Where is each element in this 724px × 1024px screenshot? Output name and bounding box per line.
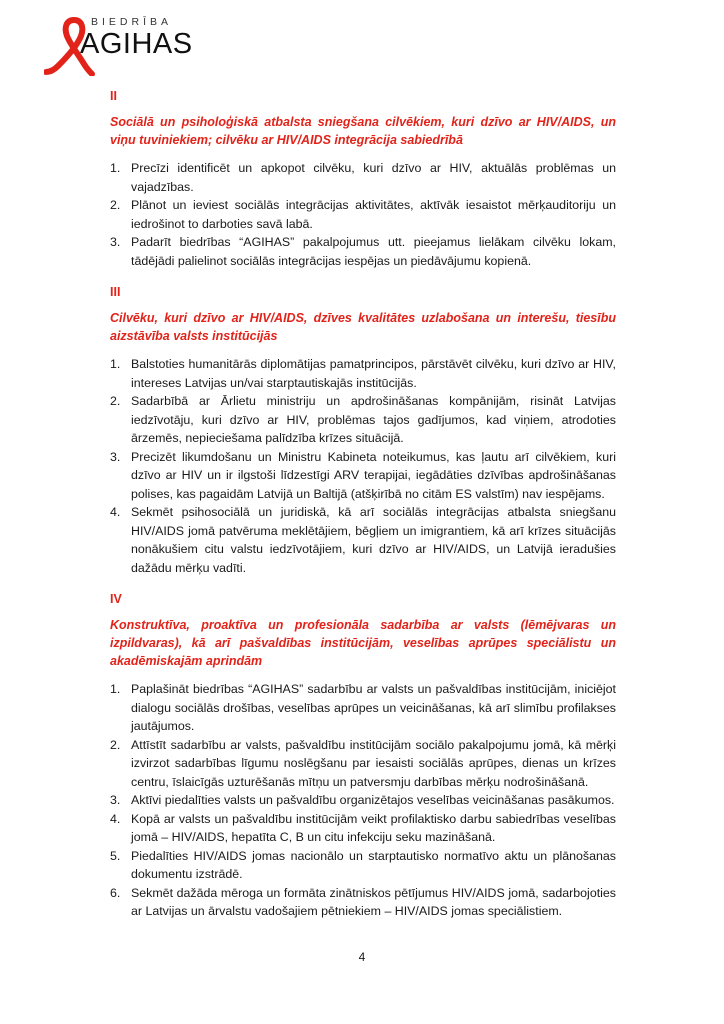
item-number: 1. [110,161,121,175]
list-item [110,448,616,504]
item-text: Balstoties humanitārās diplomātijas pamatprincipos, pārstāvēt cilvēku, kuri dzīvo ar HIV, intereses Latvijas un/vai starptautiskajās institūcijās. [131,357,616,390]
list-item [110,392,616,448]
item-text: Aktīvi piedalīties valsts un pašvaldību organizētajos veselības veicināšanas pasākumos. [131,793,615,807]
document-body [110,85,616,936]
item-text: Precizēt likumdošanu un Ministru Kabineta noteikumus, kas ļautu arī cilvēkiem, kuri dzīvo ar HIV un ir ilgstoši līdzestīgi ARV terapijai, iegādāties dzīvības apdrošināšanas polises, kas pagaidām Latvijā un Baltijā (atšķirībā no citām ES valstīm) nav iespējams. [131,449,616,501]
list-item [110,847,616,884]
logo-title: AGIHAS [80,28,193,60]
section-title: Konstruktīva, proaktīva un profesionāla sadarbība ar valsts (lēmējvaras un izpildvaras), kā arī pašvaldības institūcijām, veselības aprūpes speciālistu un akadēmiskajām aprindām [110,618,616,668]
item-text: Sekmēt psihosociālā un juridiskā, kā arī sociālās integrācijas atbalsta sniegšanu HIV/AIDS jomā patvēruma meklētājiem, bēgļiem un imigrantiem, kā arī krīzes situācijās nonākušiem citu valstu iedzīvotājiem, kuri dzīvo ar HIV/AIDS, un Latvijā ieradušies dažādu mērķu vadīti. [131,505,616,575]
list-item [110,233,616,270]
section-list [110,680,616,921]
item-number: 3. [110,793,121,807]
section-2 [110,85,616,270]
section-3 [110,285,616,577]
list-item [110,810,616,847]
item-text: Sekmēt dažāda mēroga un formāta zinātniskos pētījumus HIV/AIDS jomā, sadarbojoties ar Latvijas un ārvalstu vadošajiem pētniekiem – HIV/AIDS jomas speciālistiem. [131,885,616,918]
section-number: II [110,89,117,103]
section-title: Cilvēku, kuri dzīvo ar HIV/AIDS, dzīves kvalitātes uzlabošana un interešu, tiesību aizstāvība valsts institūcijās [110,311,616,343]
list-item [110,736,616,792]
item-number: 1. [110,357,121,371]
section-number: IV [110,592,122,606]
item-text: Padarīt biedrības “AGIHAS” pakalpojumus utt. pieejamus lielākam cilvēku lokam, tādējādi palielinot sociālās integrācijas iespējas un piedāvājumu kopienā. [131,235,616,268]
item-number: 3. [110,235,121,249]
section-title: Sociālā un psiholoģiskā atbalsta sniegšana cilvēkiem, kuri dzīvo ar HIV/AIDS, un viņu tuviniekiem; cilvēku ar HIV/AIDS integrācija sabiedrībā [110,115,616,147]
item-number: 5. [110,848,121,863]
item-text: Paplašināt biedrības “AGIHAS” sadarbību ar valsts un pašvaldības institūcijām, iniciējot dialogu sociālās drošības, veselības aprūpes un veicināšanas, kā arī slimību profilakses jautājumos. [131,682,616,733]
section-4 [110,592,616,921]
item-number: 3. [110,449,121,464]
section-number: III [110,285,121,299]
item-text: Kopā ar valsts un pašvaldību institūcijām veikt profilaktisko darbu sabiedrības veselības jomā – HIV/AIDS, hepatīta C, B un citu infekciju seku mazināšanā. [131,811,616,844]
section-list [110,159,616,270]
section-list [110,355,616,577]
item-number: 2. [110,198,121,212]
item-text: Plānot un ieviest sociālās integrācijas aktivitātes, aktīvāk iesaistot mērķauditoriju un iedrošinot to darboties savā labā. [131,198,616,231]
item-number: 4. [110,505,121,519]
item-number: 6. [110,885,121,900]
page-number: 4 [358,950,366,964]
logo [44,14,193,76]
list-item [110,196,616,233]
list-item [110,884,616,921]
list-item [110,159,616,196]
item-text: Piedalīties HIV/AIDS jomas nacionālo un starptautisko normatīvo aktu un plānošanas dokumentu izstrādē. [131,848,616,881]
item-number: 1. [110,682,121,696]
list-item [110,791,616,810]
list-item [110,503,616,577]
item-number: 2. [110,394,121,408]
logo-subtitle: BIEDRĪBA [91,16,173,28]
item-number: 4. [110,811,121,826]
item-text: Precīzi identificēt un apkopot cilvēku, kuri dzīvo ar HIV, aktuālās problēmas un vajadzības. [131,161,616,194]
item-text: Sadarbībā ar Ārlietu ministriju un apdrošināšanas kompānijām, risināt Latvijas iedzīvotāju, kuri dzīvo ar HIV, problēmas tajos gadījumos, kad viņiem, atrodoties ārzemēs, nepieciešama palīdzība krīzes situācijā. [131,394,616,445]
list-item [110,355,616,392]
list-item [110,680,616,736]
item-number: 2. [110,737,121,752]
item-text: Attīstīt sadarbību ar valsts, pašvaldību institūcijām sociālo pakalpojumu jomā, kā mērķi izvirzot sadarbības līgumu noslēgšanu par iesaisti sociālās aprūpes, dienas un krīzes centru, īslaicīgās uzturēšanās mītņu un patversmju darbības mērķu nodrošināšanā. [131,737,616,789]
